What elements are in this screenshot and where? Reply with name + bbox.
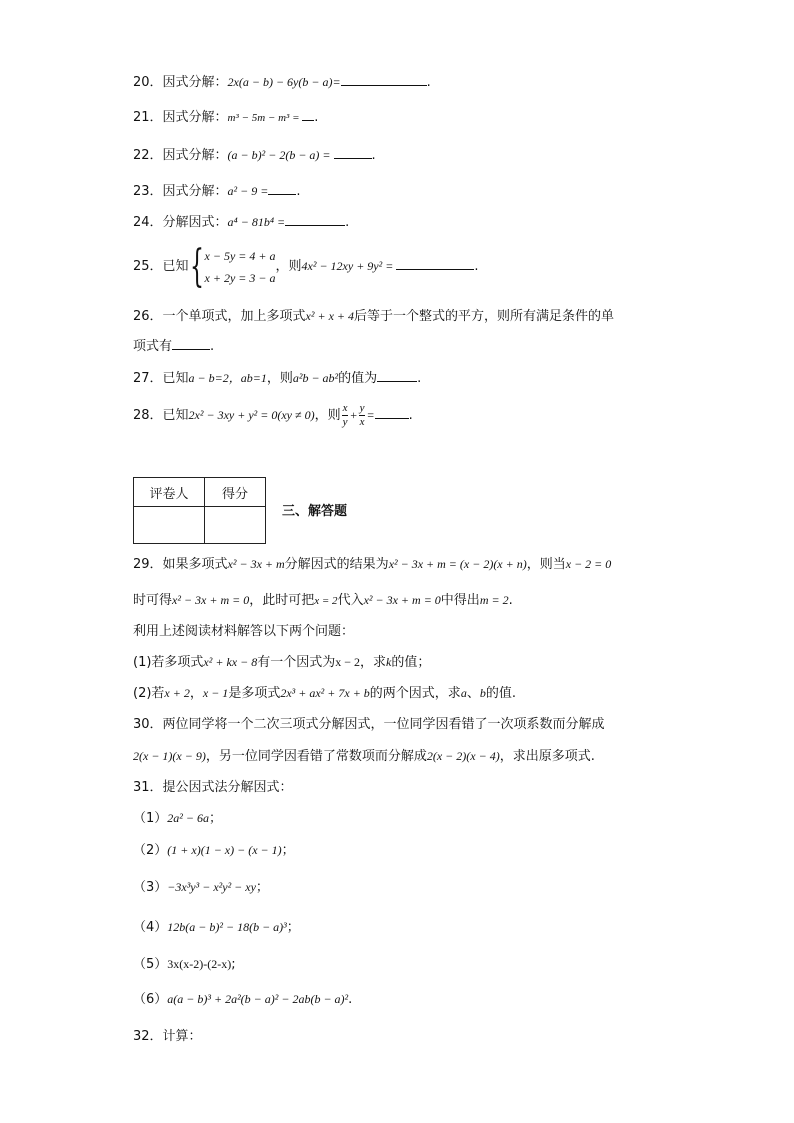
q25-equation-system: [205, 245, 276, 289]
q29-expression: x² − 3x + m = 0: [172, 593, 250, 607]
q28-fraction-2: [359, 402, 366, 429]
q28-mid: ，则: [314, 408, 341, 423]
fraction-2-numerator: y: [359, 402, 365, 414]
fraction-1-denominator: y: [342, 416, 348, 428]
q24-prefix: 24．分解因式：: [133, 215, 228, 230]
q29-expression: 2x³ + ax² + 7x + b: [280, 686, 370, 700]
q31-item-expression: 2a² − 6a: [167, 811, 209, 825]
fraction-2-denominator: x: [359, 416, 365, 428]
q26-answer-blank[interactable]: [172, 337, 210, 350]
q25-equation-2: x + 2y = 3 − a: [204, 270, 276, 285]
q31-item-end: ;: [231, 957, 236, 972]
score-table: [133, 477, 266, 544]
q29-text: ，此时可把: [249, 593, 315, 608]
question-30-line-1: 30．两位同学将一个二次三项式分解因式，一位同学因看错了一次项系数而分解成: [133, 717, 605, 732]
q31-item-end: ；: [255, 880, 269, 895]
q30-expression: 2(x − 2)(x − 4): [426, 749, 500, 763]
q21-expression: m³ − 5m − m³ =: [227, 112, 303, 124]
fraction-1-numerator: x: [342, 402, 348, 414]
q25-suffix: .: [474, 259, 479, 274]
q27-tail: 的值为: [338, 371, 378, 386]
question-26-line-1: [133, 306, 614, 327]
q27-answer-blank[interactable]: [377, 369, 417, 382]
q22-expression: (a − b)² − 2(b − a) =: [227, 148, 334, 162]
q29-text: 中得出: [440, 593, 480, 608]
q29-text: (2)若: [133, 686, 165, 701]
q29-text: 的两个因式，求: [369, 686, 461, 701]
q29-text: ，则当: [526, 557, 566, 572]
q29-expression: x² − 3x + m: [227, 557, 285, 571]
question-32-title: 32．计算：: [133, 1029, 202, 1044]
equals-sign: =: [366, 408, 375, 422]
q30-expression: 2(x − 1)(x − 9): [133, 749, 206, 763]
q29-text: 的值；: [391, 655, 431, 670]
q29-expression: a: [460, 686, 467, 700]
q31-item-expression: a(a − b)³ + 2a²(b − a)² − 2ab(b − a)²: [167, 992, 349, 1006]
question-26-line-2: [133, 337, 214, 357]
q29-expression: x − 2 = 0: [565, 557, 612, 571]
q24-suffix: .: [345, 215, 350, 230]
q31-item-end: ；: [286, 920, 300, 935]
q31-item: [133, 808, 222, 829]
q29-text: 代入: [337, 593, 364, 608]
q31-item-label: （3）: [133, 880, 168, 895]
q20-answer-blank[interactable]: [341, 73, 427, 86]
q26-expression: x² + x + 4: [305, 309, 354, 323]
q21-suffix: .: [314, 110, 319, 125]
question-29-line-3: 利用上述阅读材料解答以下两个问题：: [133, 624, 355, 639]
question-29-part-1: [133, 652, 430, 673]
section-title: 三、解答题: [282, 504, 348, 519]
q29-expression: x² + kx − 8: [203, 655, 258, 669]
q28-suffix: .: [408, 408, 413, 423]
q28-prefix: 28．已知: [133, 408, 189, 423]
q22-suffix: .: [371, 148, 376, 163]
q23-suffix: .: [296, 184, 301, 199]
q25-equation-1: x − 5y = 4 + a: [204, 248, 276, 263]
question-31-title: 31．提公因式法分解因式：: [133, 780, 293, 795]
q29-expression: x − 1: [202, 686, 229, 700]
question-24: [133, 212, 349, 233]
q22-answer-blank[interactable]: [334, 146, 372, 159]
q23-prefix: 23．因式分解：: [133, 184, 228, 199]
question-28: [133, 400, 413, 431]
q29-text: 是多项式: [228, 686, 281, 701]
q29-text: 有一个因式为: [257, 655, 336, 670]
plus-sign: +: [349, 408, 358, 422]
q31-item: [133, 954, 236, 975]
q31-item-label: （6）: [133, 992, 168, 1007]
score-cell[interactable]: [205, 507, 266, 544]
q29-text: 分解因式的结果为: [284, 557, 389, 572]
q21-prefix: 21．因式分解：: [133, 110, 228, 125]
q31-item: [133, 877, 269, 898]
q31-item-expression: 3x(x-2)-(2-x): [167, 957, 232, 971]
q29-text: ，: [189, 686, 203, 701]
q29-expression: x² − 3x + m = 0: [363, 593, 441, 607]
q29-expression: m = 2: [479, 593, 509, 607]
q20-suffix: .: [426, 75, 431, 90]
q29-expression: x − 2: [335, 655, 360, 669]
q20-expression: 2x(a − b) − 6y(b − a)=: [227, 75, 341, 89]
q30-text: ，求出原多项式.: [499, 749, 595, 764]
q31-item-expression: −3x³y³ − x²y² − xy: [167, 880, 256, 894]
score-header: 得分: [205, 478, 266, 507]
q24-expression: a⁴ − 81b⁴ =: [227, 215, 286, 229]
q29-expression: k: [386, 655, 392, 669]
q25-answer-blank[interactable]: [396, 257, 474, 270]
q23-answer-blank[interactable]: [268, 182, 296, 195]
q25-mid: ，则: [275, 259, 302, 274]
q27-prefix: 27．已知: [133, 371, 189, 386]
q29-text: 时可得: [133, 593, 173, 608]
q31-item-label: （4）: [133, 920, 168, 935]
question-29-part-2: [133, 683, 516, 704]
question-25: [133, 240, 479, 292]
q26-suffix: .: [210, 339, 215, 354]
q31-item-label: （2）: [133, 843, 168, 858]
q31-item-expression: 12b(a − b)² − 18(b − a)³: [167, 920, 287, 934]
q27-condition: a − b=2，ab=1: [188, 371, 267, 385]
question-21: [133, 108, 318, 128]
q21-answer-blank[interactable]: [302, 108, 314, 121]
q26-text-c: 项式有: [133, 339, 173, 354]
grader-cell[interactable]: [134, 507, 205, 544]
q31-item: [133, 917, 300, 938]
q31-item-label: （1）: [133, 811, 168, 826]
q31-item-end: ；: [281, 843, 295, 858]
question-22: [133, 145, 376, 166]
q20-prefix: 20．因式分解：: [133, 75, 228, 90]
q26-text-b: 后等于一个整式的平方，则所有满足条件的单: [354, 309, 615, 324]
q27-suffix: .: [417, 371, 422, 386]
q29-text: 29．如果多项式: [133, 557, 228, 572]
q29-text: 的值.: [485, 686, 516, 701]
question-20: [133, 72, 431, 93]
q31-item-label: （5）: [133, 957, 168, 972]
q22-prefix: 22．因式分解：: [133, 148, 228, 163]
q23-expression: a² − 9 =: [227, 184, 269, 198]
q29-expression: x² − 3x + m = (x − 2)(x + n): [388, 557, 527, 571]
q31-item-expression: (1 + x)(1 − x) − (x − 1): [167, 843, 282, 857]
q31-item: [133, 989, 352, 1010]
q28-fraction-1: [342, 402, 349, 429]
grader-header: 评卷人: [134, 478, 205, 507]
q29-expression: x = 2: [314, 595, 338, 607]
q25-expression: 4x² − 12xy + 9y² =: [301, 259, 397, 273]
q29-text: (1)若多项式: [133, 655, 204, 670]
q27-mid: ，则: [266, 371, 293, 386]
question-27: [133, 368, 421, 389]
q31-item-end: .: [348, 992, 353, 1007]
q29-text: .: [508, 593, 513, 608]
q31-item: [133, 840, 295, 861]
q29-expression: b: [479, 686, 486, 700]
q28-answer-blank[interactable]: [375, 406, 409, 419]
q24-answer-blank[interactable]: [285, 213, 345, 226]
q30-text: ，另一位同学因看错了常数项而分解成: [205, 749, 427, 764]
q31-item-end: ；: [208, 811, 222, 826]
q29-text: 、: [466, 686, 480, 701]
q25-prefix: 25．已知: [133, 259, 189, 274]
q29-expression: x + 2: [164, 686, 190, 700]
question-23: [133, 181, 300, 202]
q29-text: ，求: [360, 655, 387, 670]
q28-expression: 2x² − 3xy + y² = 0(xy ≠ 0): [188, 408, 315, 422]
q26-text-a: 26．一个单项式，加上多项式: [133, 309, 306, 324]
question-30-line-2: [133, 746, 595, 767]
left-brace-icon: {: [189, 240, 204, 292]
question-29-line-2: [133, 590, 513, 611]
q27-expression: a²b − ab²: [292, 371, 339, 385]
question-29-line-1: [133, 554, 611, 575]
